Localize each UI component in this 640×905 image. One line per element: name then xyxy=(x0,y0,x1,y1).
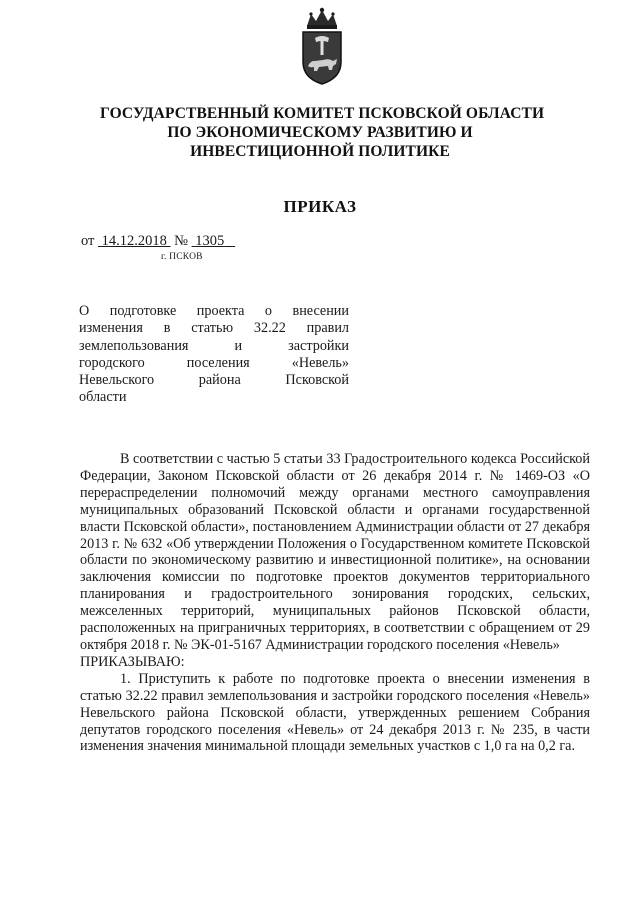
subject-line: области xyxy=(79,389,127,406)
order-body xyxy=(80,451,590,755)
org-line-2: ПО ЭКОНОМИЧЕСКОМУ РАЗВИТИЮ И xyxy=(167,124,473,141)
date-number-line xyxy=(81,233,235,250)
order-date: 14.12.2018 xyxy=(101,233,167,249)
organization-name xyxy=(100,104,545,161)
document-type-title: ПРИКАЗ xyxy=(283,197,357,216)
subject-line: городского поселения «Невель» xyxy=(79,354,349,371)
order-number: 1305 xyxy=(195,233,225,249)
pskov-coat-of-arms-icon xyxy=(293,6,351,86)
preamble-paragraph: В соответствии с частью 5 статьи 33 Градостроительного кодекса Российской Федерации, Законом Псковской области от 26 декабря 2014 г. № 1469-ОЗ «О перераспределении полномочий между органами местного самоуправления муниципальных образований Псковской области и органами государственной власти Псковской области», постановлением Администрации области от 27 декабря 2013 г. № 632 «Об утверждении Положения о Государственном комитете Псковской области по экономическому развитию и инвестиционной политике», на основании заключения комиссии по подготовке проектов документов территориального планирования и градостроительного зонирования городских, сельских, межселенных территорий, муниципальных районов Псковской области, расположенных на приграничных территориях, в соответствии с обращением от 29 октября 2018 г. № ЭК-01-5167 Администрации городского поселения «Невель» xyxy=(80,451,590,653)
org-line-3: ИНВЕСТИЦИОННОЙ ПОЛИТИКЕ xyxy=(190,143,450,160)
from-label: от xyxy=(81,233,95,249)
subject-line: Невельского района Псковской xyxy=(79,372,349,389)
number-label: № xyxy=(174,233,188,249)
order-subject xyxy=(79,303,349,407)
org-line-1: ГОСУДАРСТВЕННЫЙ КОМИТЕТ ПСКОВСКОЙ ОБЛАСТИ xyxy=(100,105,545,122)
city-label: г. ПСКОВ xyxy=(161,252,203,262)
subject-line: О подготовке проекта о внесении xyxy=(79,303,349,319)
subject-line: изменения в статью 32.22 правил xyxy=(79,320,349,337)
subject-line: землепользования и застройки xyxy=(79,337,349,354)
order-word: ПРИКАЗЫВАЮ: xyxy=(80,653,185,670)
item-1-paragraph: 1. Приступить к работе по подготовке проекта о внесении изменения в статью 32.22 правил землепользования и застройки городского поселения «Невель» Невельского района Псковской области, утвержденных решением Собрания депутатов городского поселения «Невель» от 24 декабря 2013 г. № 235, в части изменения значения минимальной площади земельных участков с 1,0 га на 0,2 га. xyxy=(80,670,590,755)
